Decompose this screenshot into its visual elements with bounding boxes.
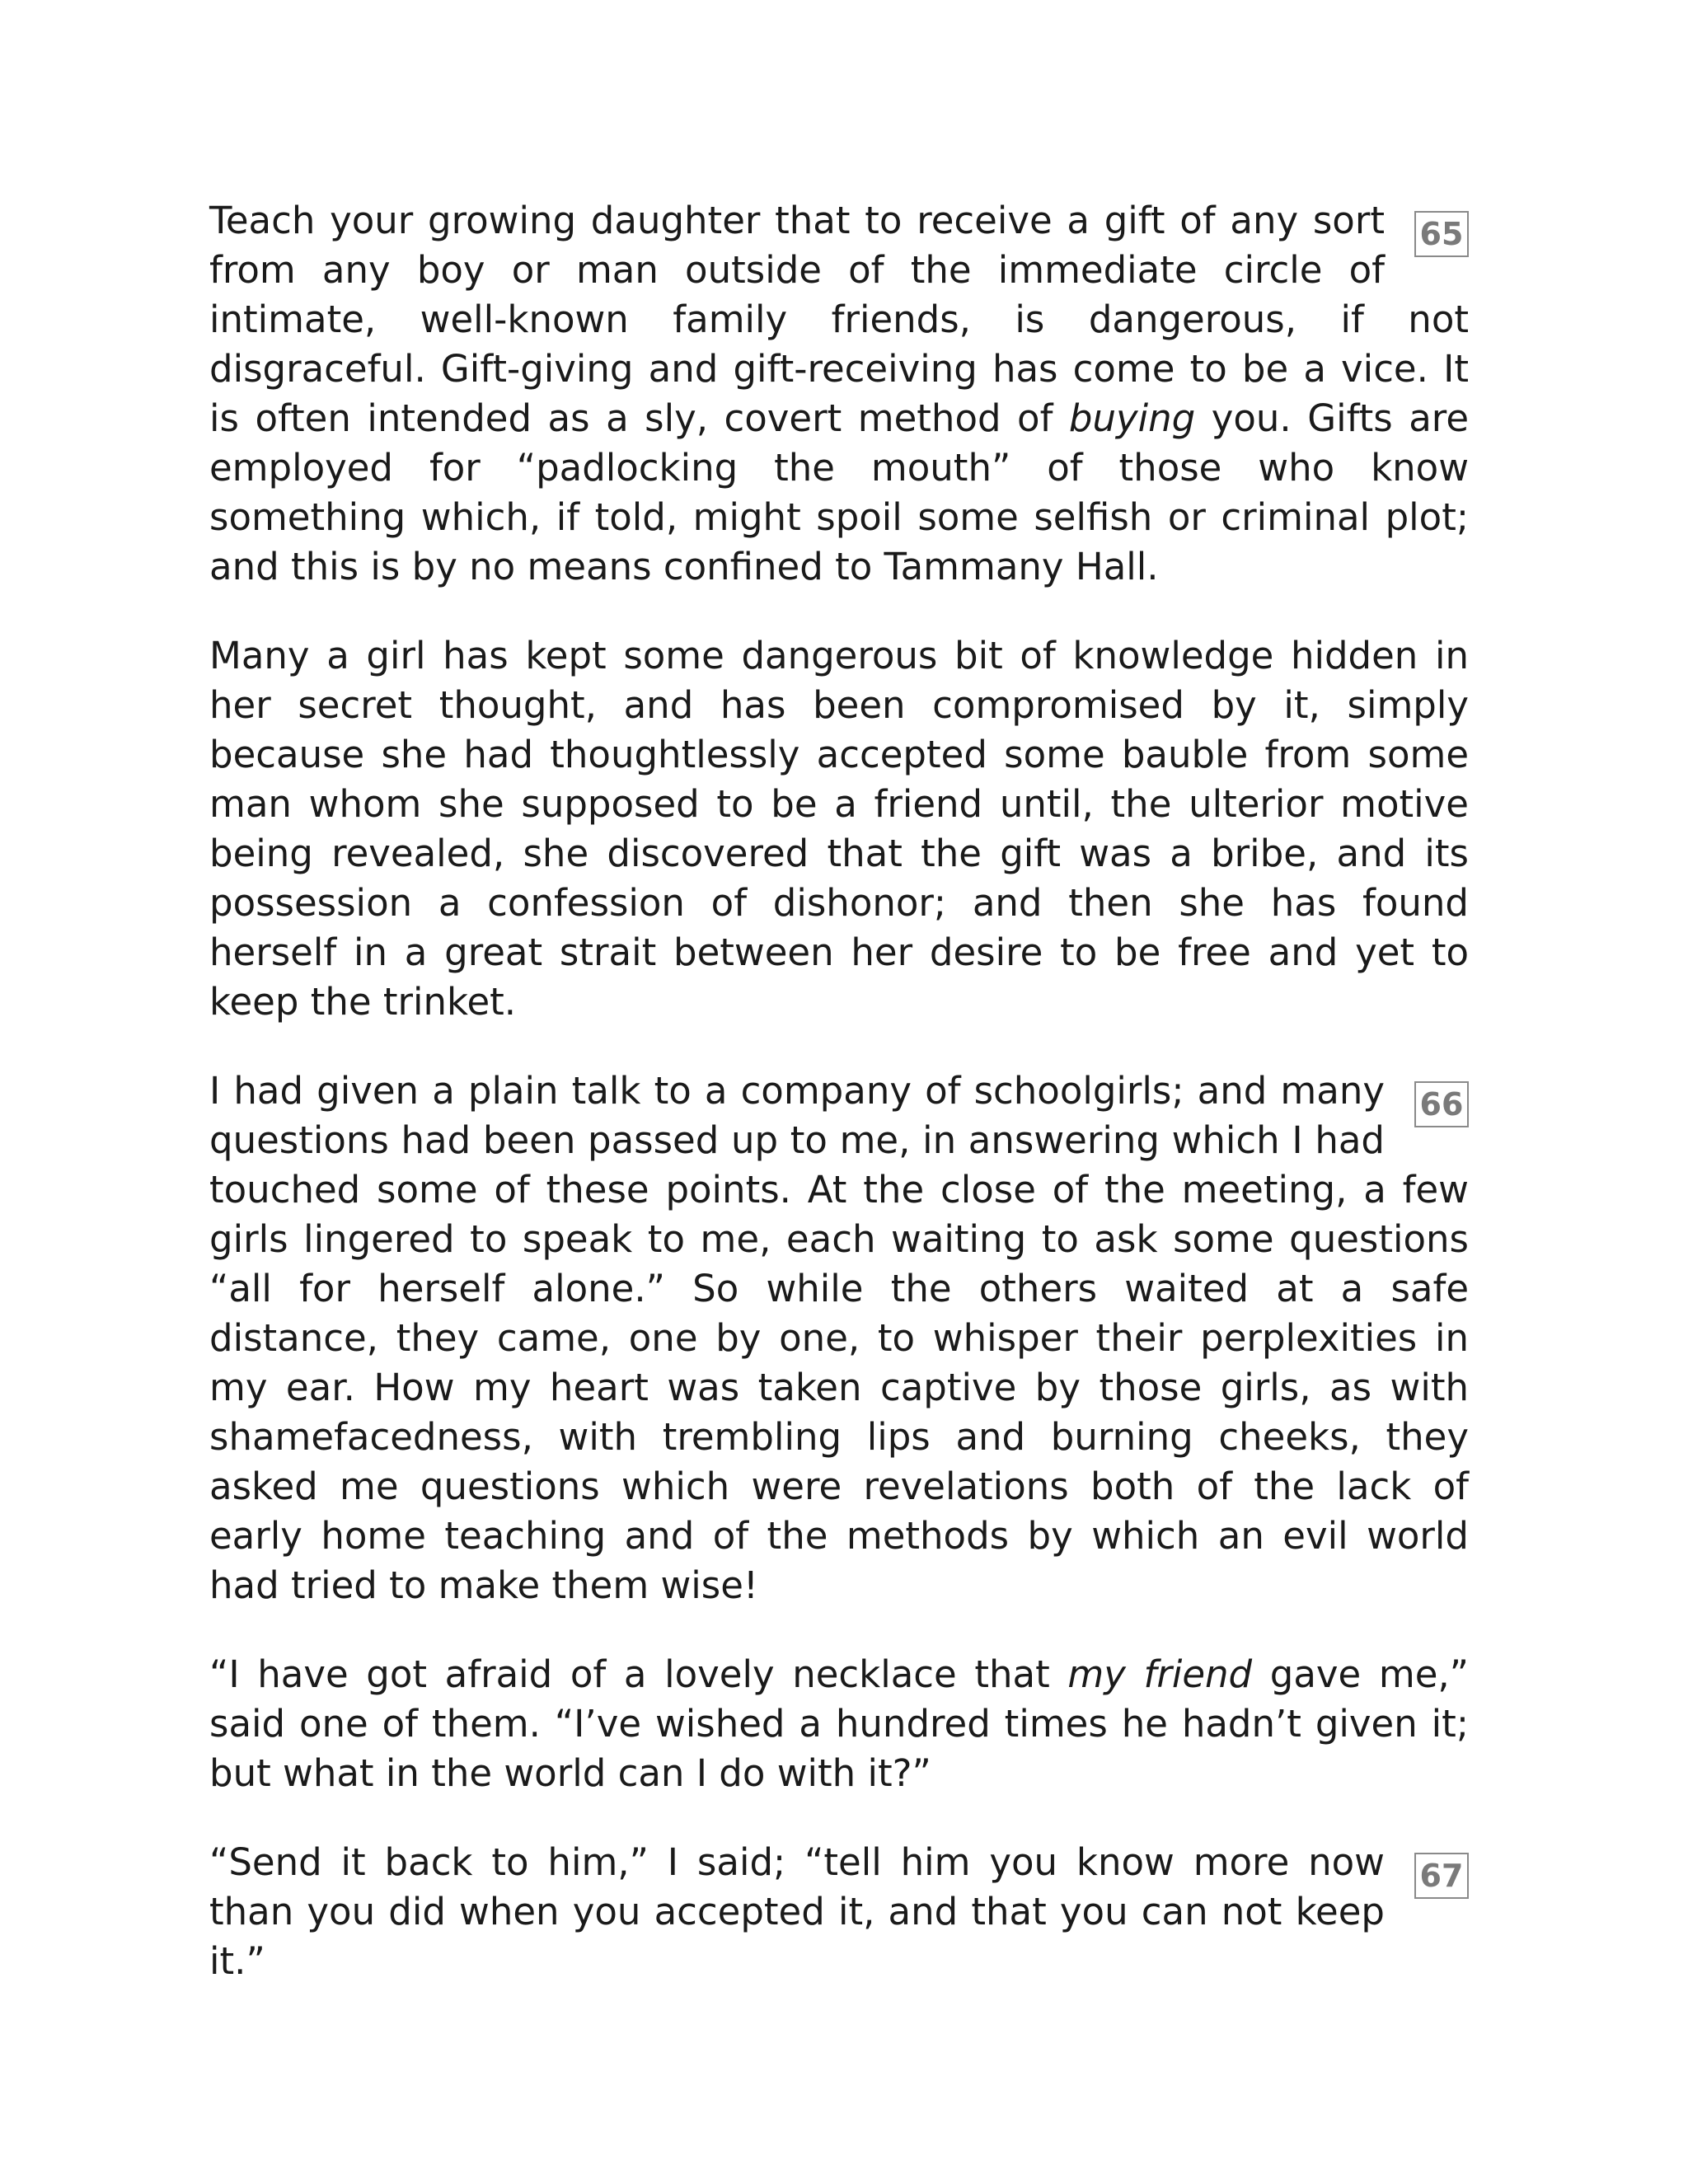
page-marker-66: 66 [1414, 1081, 1469, 1127]
paragraph-text: gave me,” said one of them. “I’ve wished a hundred times he hadn’t given it; but what in the world can I do with it?” [209, 1652, 1469, 1795]
emphasis-text: my friend [1067, 1652, 1253, 1696]
paragraph-text: I had given a plain talk to a company of schoolgirls; and many questions had been passed up to me, in answering which I had touched some of these points. At the close of the meeting, a few girls lingered to speak to me, each waiting to ask some questions “all for herself alone.” So while the others waited at a safe distance, they came, one by one, to whisper their perplexities in my ear. How my heart was taken captive by those girls, as with shamefacedness, with trembling lips and burning cheeks, they asked me questions which were revelations both of the lack of early home teaching and of the methods by which an evil world had tried to make them wise! [209, 1069, 1469, 1607]
page-marker-65: 65 [1414, 211, 1469, 257]
page-body [209, 196, 1469, 2026]
paragraph-text: Many a girl has kept some dangerous bit of knowledge hidden in her secret thought, and has been compromised by it, simply because she had thoughtlessly accepted some bauble from some man whom she supposed to be a friend until, the ulterior motive being revealed, she discovered that the gift was a bribe, and its possession a confession of dishonor; and then she has found herself in a great strait between her desire to be free and yet to keep the trinket. [209, 634, 1469, 1024]
paragraph-schoolgirls [209, 1066, 1469, 1610]
paragraph-text: Teach your growing daughter that to receive a gift of any sort from any boy or man outside of the immediate circle of intimate, well-known family friends, is dangerous, if not disgraceful. Gift-giving and gift-receiving has come to be a vice. It is often intended as a sly, covert method of [209, 199, 1469, 440]
paragraph-send-back [209, 1838, 1469, 1986]
paragraph-knowledge [209, 631, 1469, 1027]
paragraph-text: you. Gifts are employed for “padlocking the mouth” of those who know something which, if told, might spoil some selfish or criminal plot; and this is by no means confined to Tammany Hall. [209, 396, 1469, 588]
paragraph-text: “I have got afraid of a lovely necklace that [209, 1652, 1068, 1696]
paragraph-gifts [209, 196, 1469, 592]
paragraph-necklace [209, 1650, 1469, 1798]
page-marker-67: 67 [1414, 1853, 1469, 1899]
paragraph-text: “Send it back to him,” I said; “tell him you know more now than you did when you accepted it, and that you can not keep it.” [209, 1840, 1385, 1983]
emphasis-text: buying [1068, 396, 1196, 440]
